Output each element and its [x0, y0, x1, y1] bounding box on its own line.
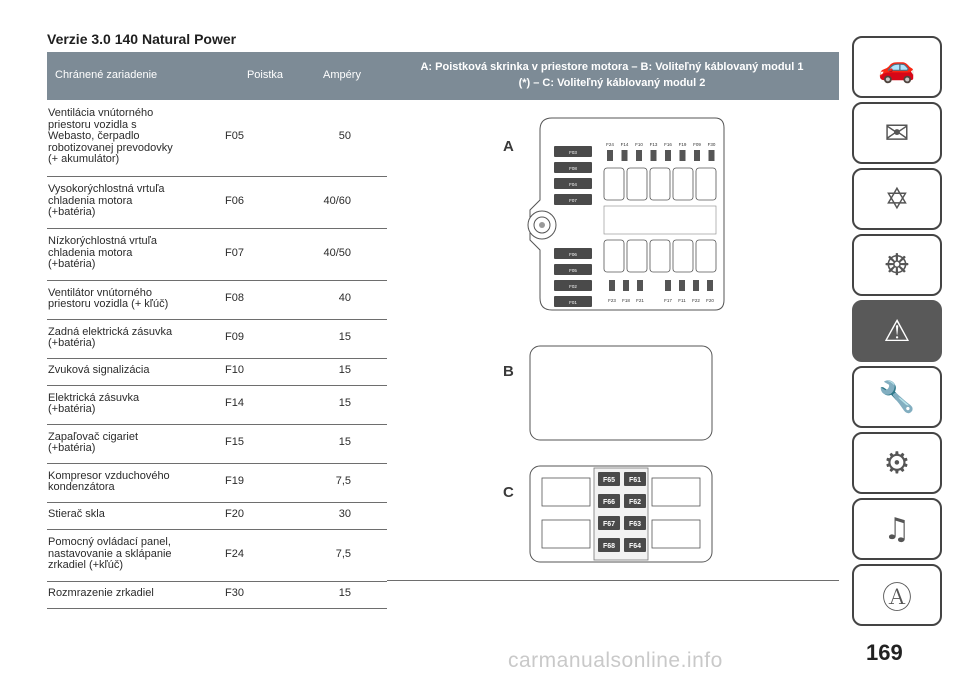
cell-fuse: F07 [225, 246, 244, 259]
fuse-table [47, 100, 387, 609]
fuse-label: F13 [649, 142, 658, 147]
fuse-label: F06 [569, 252, 577, 257]
mini-fuse [680, 150, 686, 161]
sidebar-tab[interactable] [852, 300, 942, 362]
header-amps: Ampéry [323, 69, 361, 81]
warning-lights-icon: ✉ [884, 115, 910, 151]
cell-device [48, 288, 218, 311]
cell-fuse: F30 [225, 587, 244, 600]
fuse-box-c [528, 464, 714, 566]
emergency-icon: ⚠ [883, 313, 911, 349]
cell-device-line: (+batéria) [48, 403, 96, 415]
fuse-label: F02 [569, 284, 577, 289]
car-info-icon: 🚗 [878, 49, 916, 85]
cell-fuse: F24 [225, 547, 244, 560]
fuse-label: F08 [569, 166, 577, 171]
watermark: carmanualsonline.info [508, 649, 723, 672]
header-diagram-line2: (*) – C: Voliteľný káblovaný modul 2 [518, 77, 706, 89]
fuse-label: F19 [678, 142, 687, 147]
fuse-label: F23 [608, 298, 616, 303]
cell-amps: 40 [338, 292, 351, 305]
cell-device-line: kondenzátora [48, 481, 115, 493]
table-row [47, 177, 387, 229]
fuse-diagrams [500, 110, 730, 580]
table-row [47, 425, 387, 464]
cell-device [48, 537, 218, 572]
sidebar-tab[interactable] [852, 498, 942, 560]
page-number: 169 [866, 640, 903, 665]
mini-fuse [607, 150, 613, 161]
header-diagram-line1: A: Poistková skrinka v priestore motora – B: Voliteľný káblovaný modul 1 [420, 61, 804, 73]
table-row [47, 582, 387, 609]
diagram-label-a: A [503, 138, 514, 155]
fuse-label: F21 [636, 298, 644, 303]
table-row [47, 281, 387, 320]
cell-fuse: F19 [225, 475, 244, 488]
cell-amps: 40/60 [323, 194, 351, 207]
cell-device [48, 327, 218, 350]
fuse-label: F62 [628, 499, 642, 506]
sidebar-tab[interactable] [852, 234, 942, 296]
mini-fuse [609, 280, 615, 291]
media-icon: ♫ [883, 511, 911, 547]
cell-device [48, 393, 218, 416]
fuse-label: F64 [628, 543, 642, 550]
cell-device-line: Kompresor vzduchového [48, 469, 170, 482]
fuse-label: F17 [664, 298, 672, 303]
cell-device [48, 432, 218, 455]
mini-fuse [709, 150, 715, 161]
index-alphabet-icon: Ⓐ [882, 581, 912, 616]
cell-device-line: priestoru vozidla (+ kľúč) [48, 298, 169, 310]
cell-device-line: Zapaľovač cigariet [48, 430, 139, 443]
fuse-label: F11 [678, 298, 686, 303]
fuse-label: F10 [635, 142, 643, 147]
fuse-label: F61 [628, 477, 642, 484]
header-device: Chránené zariadenie [55, 69, 158, 81]
cell-amps: 15 [338, 364, 351, 377]
mini-fuse [665, 150, 671, 161]
table-row [47, 503, 387, 530]
diagram-label-b: B [503, 363, 514, 380]
fuse-label: F24 [606, 142, 614, 147]
cell-device-line: robotizovanej prevodovky [48, 141, 173, 154]
cell-device-line: (+batéria) [48, 206, 96, 219]
section-title: Verzie 3.0 140 Natural Power [47, 31, 237, 47]
cell-fuse: F20 [225, 508, 244, 521]
fuse-label: F09 [693, 142, 701, 147]
header-diagram [387, 59, 837, 91]
cell-fuse: F08 [225, 292, 244, 305]
cell-device-line: (+ akumulátor) [48, 153, 120, 166]
fuse-box-b [528, 344, 714, 444]
cell-fuse: F14 [225, 397, 244, 410]
mini-fuse [693, 280, 699, 291]
fuse-label: F07 [569, 198, 577, 203]
cell-device-line: Stierač skla [48, 508, 105, 521]
cell-device-line: chladenia motora [48, 194, 133, 207]
mini-fuse [651, 150, 657, 161]
seat-airbag-icon: ✡ [884, 181, 910, 217]
header-fuse: Poistka [246, 69, 284, 81]
table-row [47, 464, 387, 503]
cell-fuse: F10 [225, 364, 244, 377]
cell-device [48, 108, 218, 166]
cell-fuse: F05 [225, 130, 244, 143]
cell-fuse: F06 [225, 194, 244, 207]
specs-gears-icon: ⚙ [883, 445, 911, 481]
cell-device-line: Nízkorýchlostná vrtuľa [48, 235, 157, 248]
cell-device [48, 184, 218, 219]
mini-fuse [665, 280, 671, 291]
fuse-label: F04 [569, 182, 577, 187]
fuse-label: F14 [620, 142, 629, 147]
cell-device [48, 471, 218, 494]
cell-device-line: chladenia motora [48, 246, 133, 259]
maintenance-icon: 🔧 [878, 379, 916, 415]
sidebar-tab[interactable] [852, 366, 942, 428]
fuse-label: F20 [706, 298, 714, 303]
steering-key-icon: ☸ [883, 247, 911, 283]
cell-amps: 7,5 [335, 547, 351, 560]
cell-device-line: Pomocný ovládací panel, [48, 536, 171, 549]
fuse-label: F65 [602, 477, 616, 484]
cell-amps: 15 [338, 397, 351, 410]
sidebar-tab[interactable] [852, 36, 942, 98]
cell-device-line: Ventilácia vnútorného [48, 107, 154, 120]
table-header [47, 52, 839, 100]
table-row [47, 100, 387, 177]
cell-amps: 7,5 [335, 475, 351, 488]
fuse-label: F03 [569, 150, 577, 155]
cell-device-line: Vysokorýchlostná vrtuľa [48, 183, 165, 196]
table-row [47, 229, 387, 281]
cell-amps: 15 [338, 436, 351, 449]
cell-device [48, 236, 218, 271]
table-row [47, 386, 387, 425]
cell-device [48, 509, 218, 521]
cell-device-line: nastavovanie a sklápanie [48, 547, 172, 560]
fuse-label: F22 [692, 298, 700, 303]
cell-device-line: Zadná elektrická zásuvka [48, 325, 173, 338]
cell-device [48, 365, 218, 377]
mini-fuse [694, 150, 700, 161]
mini-fuse [636, 150, 642, 161]
sidebar-tab[interactable] [852, 564, 942, 626]
fuse-label: F66 [602, 499, 616, 506]
cell-device-line: Zvuková signalizácia [48, 364, 150, 377]
mini-fuse [707, 280, 713, 291]
diagram-label-c: C [503, 484, 514, 501]
cell-device-line: Elektrická zásuvka [48, 391, 140, 404]
fuse-label: F01 [569, 300, 577, 305]
cell-amps: 15 [338, 587, 351, 600]
fuse-box-a [520, 110, 730, 315]
cell-amps: 15 [338, 331, 351, 344]
cell-device-line: zrkadiel (+kľúč) [48, 559, 124, 572]
fuse-label: F63 [628, 521, 642, 528]
cell-device-line: (+batéria) [48, 442, 96, 454]
fuse-label: F05 [569, 268, 577, 273]
fuse-label: F67 [602, 521, 616, 528]
sidebar-tab[interactable] [852, 102, 942, 164]
mini-fuse [623, 280, 629, 291]
cell-device-line: priestoru vozidla s [48, 118, 137, 131]
cell-device-line: Ventilátor vnútorného [48, 286, 152, 299]
table-row [47, 320, 387, 359]
mini-fuse [679, 280, 685, 291]
fuse-label: F68 [602, 543, 616, 550]
sidebar-tab[interactable] [852, 432, 942, 494]
table-row [47, 359, 387, 386]
fuse-label: F16 [664, 142, 672, 147]
cell-amps: 40/50 [323, 246, 351, 259]
fuse-label: F30 [707, 142, 716, 147]
cell-amps: 30 [338, 508, 351, 521]
sidebar-tab[interactable] [852, 168, 942, 230]
cell-device-line: (+batéria) [48, 258, 96, 271]
mini-fuse [637, 280, 643, 291]
fuse-label: F18 [622, 298, 630, 303]
cell-device-line: (+batéria) [48, 337, 96, 349]
mini-fuse [622, 150, 628, 161]
cell-device-line: Rozmrazenie zrkadiel [48, 587, 154, 600]
cell-fuse: F15 [225, 436, 244, 449]
cell-fuse: F09 [225, 331, 244, 344]
table-divider [387, 580, 839, 581]
cell-amps: 50 [338, 130, 351, 143]
table-row [47, 530, 387, 582]
cell-device [48, 588, 218, 600]
cell-device-line: Webasto, čerpadlo [48, 130, 140, 143]
